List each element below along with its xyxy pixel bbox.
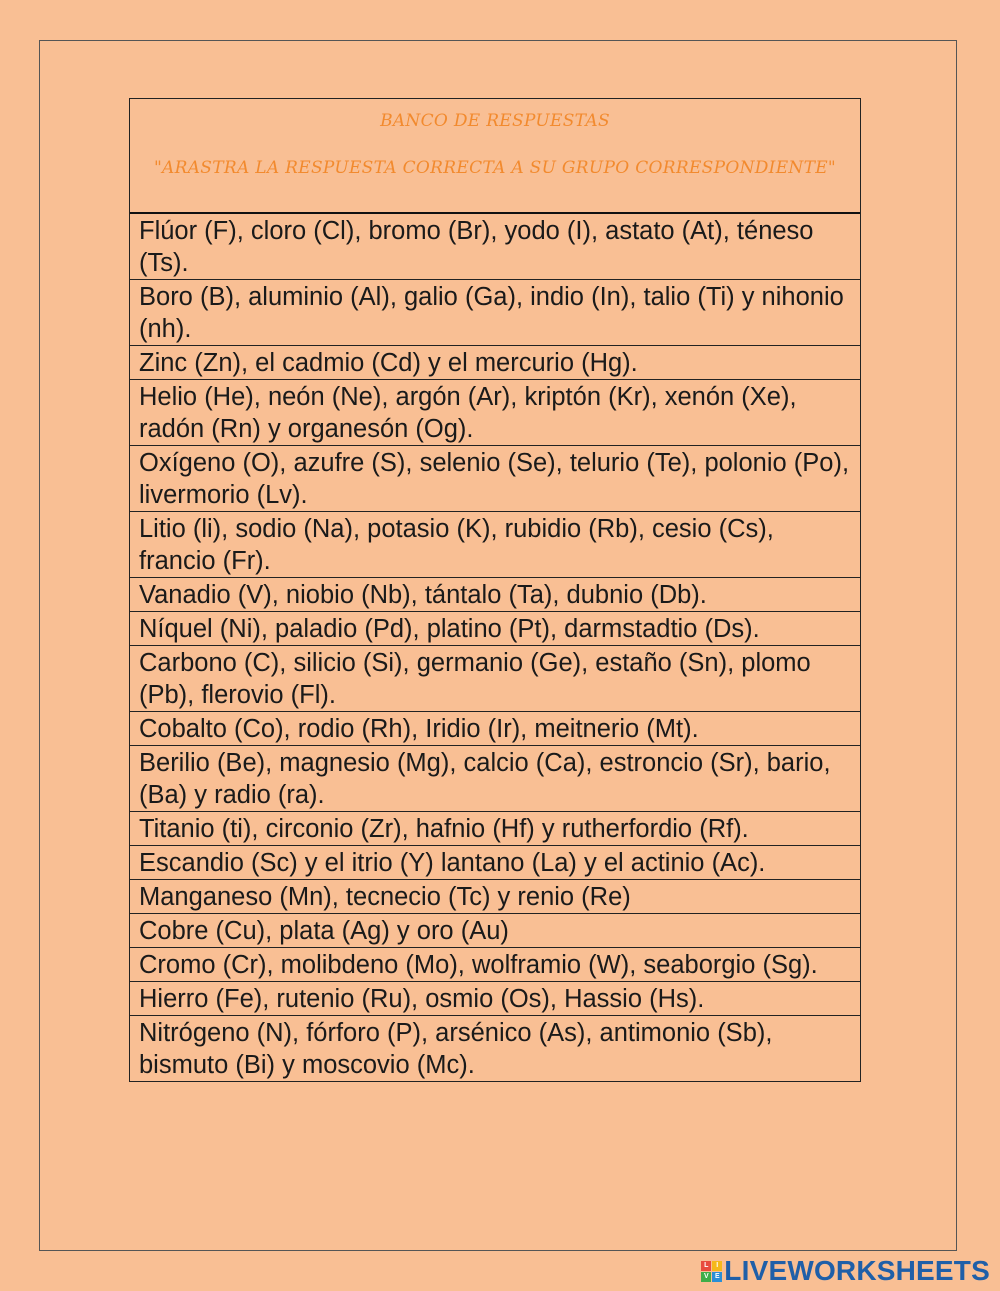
answer-list bbox=[130, 214, 860, 1081]
answer-item[interactable]: Titanio (ti), circonio (Zr), hafnio (Hf) y rutherfordio (Rf). bbox=[130, 812, 860, 846]
answer-item[interactable]: Manganeso (Mn), tecnecio (Tc) y renio (Re) bbox=[130, 880, 860, 914]
answer-item[interactable]: Cobre (Cu), plata (Ag) y oro (Au) bbox=[130, 914, 860, 948]
instructions-text: "ARASTRA LA RESPUESTA CORRECTA A SU GRUPO CORRESPONDIENTE" bbox=[153, 158, 837, 178]
answer-item[interactable]: Carbono (C), silicio (Si), germanio (Ge), estaño (Sn), plomo (Pb), flerovio (Fl). bbox=[130, 646, 860, 712]
liveworksheets-logo bbox=[701, 1255, 990, 1287]
logo-block-i: I bbox=[712, 1261, 722, 1271]
logo-block-e: E bbox=[712, 1272, 722, 1282]
logo-text: LIVEWORKSHEETS bbox=[724, 1255, 990, 1286]
answer-item[interactable]: Litio (li), sodio (Na), potasio (K), rubidio (Rb), cesio (Cs), francio (Fr). bbox=[130, 512, 860, 578]
answer-item[interactable]: Escandio (Sc) y el itrio (Y) lantano (La) y el actinio (Ac). bbox=[130, 846, 860, 880]
answer-item[interactable]: Níquel (Ni), paladio (Pd), platino (Pt), darmstadtio (Ds). bbox=[130, 612, 860, 646]
answer-item[interactable]: Helio (He), neón (Ne), argón (Ar), kriptón (Kr), xenón (Xe), radón (Rn) y organesón (Og). bbox=[130, 380, 860, 446]
logo-block-v: V bbox=[701, 1272, 711, 1282]
answer-bank-table bbox=[129, 98, 861, 1082]
answer-item[interactable]: Vanadio (V), niobio (Nb), tántalo (Ta), dubnio (Db). bbox=[130, 578, 860, 612]
logo-block-l: L bbox=[701, 1261, 711, 1271]
answer-item[interactable]: Nitrógeno (N), fórforo (P), arsénico (As), antimonio (Sb), bismuto (Bi) y moscovio (Mc). bbox=[139, 1019, 773, 1079]
answer-item[interactable]: Flúor (F), cloro (Cl), bromo (Br), yodo (I), astato (At), téneso (Ts). bbox=[130, 214, 860, 280]
answer-item[interactable]: Cromo (Cr), molibdeno (Mo), wolframio (W), seaborgio (Sg). bbox=[130, 948, 860, 982]
answer-item[interactable]: Boro (B), aluminio (Al), galio (Ga), indio (In), talio (Ti) y nihonio (nh). bbox=[130, 280, 860, 346]
table-header bbox=[130, 99, 860, 214]
answer-item[interactable]: Cobalto (Co), rodio (Rh), Iridio (Ir), meitnerio (Mt). bbox=[130, 712, 860, 746]
answer-item[interactable]: Oxígeno (O), azufre (S), selenio (Se), telurio (Te), polonio (Po), livermorio (Lv). bbox=[130, 446, 860, 512]
logo-icon bbox=[701, 1261, 722, 1282]
answer-item[interactable]: Zinc (Zn), el cadmio (Cd) y el mercurio (Hg). bbox=[130, 346, 860, 380]
answer-item[interactable]: Hierro (Fe), rutenio (Ru), osmio (Os), Hassio (Hs). bbox=[130, 982, 860, 1016]
answer-item[interactable]: Berilio (Be), magnesio (Mg), calcio (Ca), estroncio (Sr), bario, (Ba) y radio (ra). bbox=[130, 746, 860, 812]
answer-bank-title: BANCO DE RESPUESTAS bbox=[380, 111, 610, 131]
